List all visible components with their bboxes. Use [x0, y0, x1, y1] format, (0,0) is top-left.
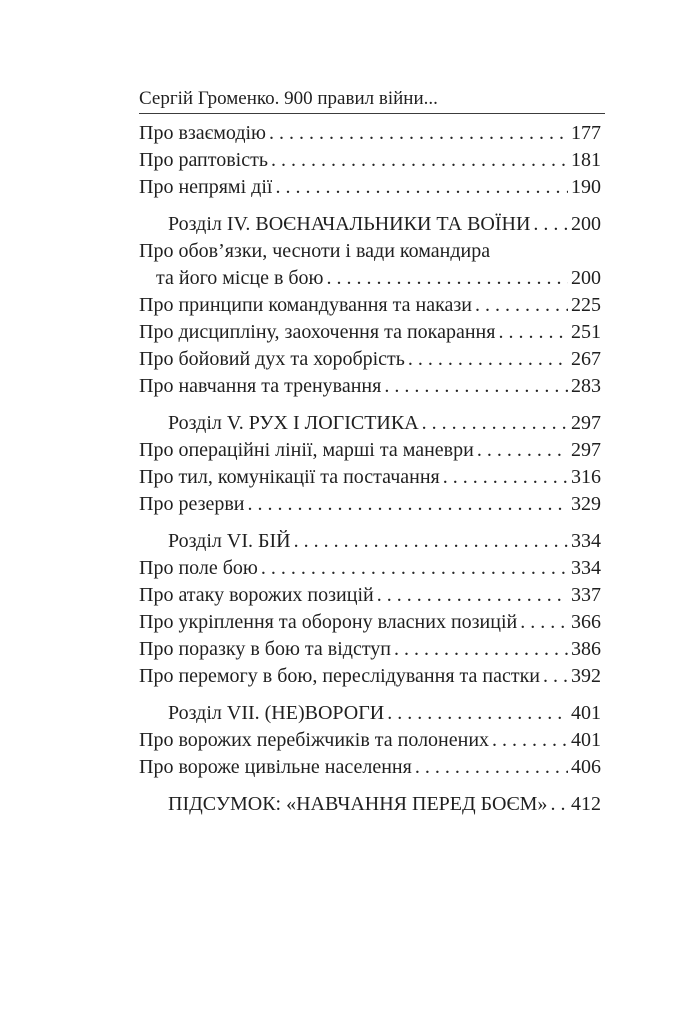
- toc-entry-label: Про тил, комунікації та постачання: [139, 466, 440, 488]
- toc-entry-label: Про раптовість: [139, 149, 268, 171]
- dot-leader: [533, 211, 568, 238]
- toc-entry: [139, 609, 601, 636]
- dot-leader: [377, 582, 568, 609]
- page-number: 334: [571, 530, 601, 552]
- toc-summary-label: ПІДСУМОК: «НАВЧАННЯ ПЕРЕД БОЄМ»: [168, 793, 548, 815]
- toc-entry-label: Про взаємодію: [139, 122, 267, 144]
- toc-entry: [139, 491, 601, 518]
- page-number: 225: [571, 294, 601, 316]
- toc-entry-label: Про резерви: [139, 493, 245, 515]
- toc-chapter-label: Розділ V. РУХ І ЛОГІСТИКА: [168, 412, 419, 434]
- dot-leader: [271, 147, 568, 174]
- page-number: 337: [571, 584, 601, 606]
- dot-leader: [327, 265, 569, 292]
- dot-leader: [443, 464, 568, 491]
- page-number: 297: [571, 439, 601, 461]
- dot-leader: [543, 663, 568, 690]
- page-number: 267: [571, 348, 601, 370]
- page-number: 386: [571, 638, 601, 660]
- dot-leader: [275, 174, 568, 201]
- toc-entry: [139, 727, 601, 754]
- toc-entry: [139, 754, 601, 781]
- page-number: 334: [571, 557, 601, 579]
- page-number: 200: [571, 213, 601, 235]
- toc-entry-label: та його місце в бою: [156, 267, 324, 289]
- page-number: 406: [571, 756, 601, 778]
- page-number: 181: [571, 149, 601, 171]
- toc-chapter-label: Розділ VII. (НЕ)ВОРОГИ: [168, 702, 385, 724]
- toc-summary: [139, 791, 601, 818]
- dot-leader: [248, 491, 569, 518]
- toc-entry: [139, 319, 601, 346]
- dot-leader: [415, 754, 568, 781]
- toc-chapter-heading: [139, 211, 601, 238]
- dot-leader: [408, 346, 568, 373]
- page-number: 297: [571, 412, 601, 434]
- dot-leader: [550, 791, 568, 818]
- toc-entry-label: Про поле бою: [139, 557, 258, 579]
- toc-entry-label: Про операційні лінії, марші та маневри: [139, 439, 474, 461]
- dot-leader: [422, 410, 568, 437]
- toc-chapter-heading: [139, 410, 601, 437]
- toc-entry-label: Про обов’язки, чесноти і вади командира: [139, 240, 491, 262]
- toc-entry: [139, 346, 601, 373]
- toc-entry: [139, 292, 601, 319]
- dot-leader: [475, 292, 568, 319]
- toc-entry-continuation: [139, 265, 601, 292]
- page-number: 177: [571, 122, 601, 144]
- page-number: 200: [571, 267, 601, 289]
- page-number: 190: [571, 176, 601, 198]
- page-number: 401: [571, 702, 601, 724]
- toc-entry-label: Про навчання та тренування: [139, 375, 382, 397]
- page-number: 412: [571, 793, 601, 815]
- toc-entry-label: Про принципи командування та накази: [139, 294, 472, 316]
- toc-entry: [139, 120, 601, 147]
- toc-chapter-label: Розділ IV. ВОЄНАЧАЛЬНИКИ ТА ВОЇНИ: [168, 213, 531, 235]
- dot-leader: [387, 700, 568, 727]
- dot-leader: [261, 555, 568, 582]
- dot-leader: [269, 120, 568, 147]
- dot-leader: [492, 727, 568, 754]
- toc-entry-label: Про перемогу в бою, переслідування та пастки: [139, 665, 541, 687]
- table-of-contents: [139, 120, 601, 818]
- toc-entry-label: Про бойовий дух та хоробрість: [139, 348, 405, 370]
- toc-entry: [139, 555, 601, 582]
- page-number: 401: [571, 729, 601, 751]
- toc-entry-label: Про непрямі дії: [139, 176, 273, 198]
- dot-leader: [498, 319, 568, 346]
- toc-entry: [139, 636, 601, 663]
- dot-leader: [477, 437, 568, 464]
- toc-entry-label: Про вороже цивільне населення: [139, 756, 412, 778]
- page-number: 366: [571, 611, 601, 633]
- toc-chapter-heading: [139, 528, 601, 555]
- toc-entry: [139, 147, 601, 174]
- toc-entry: [139, 437, 601, 464]
- toc-entry-label: Про ворожих перебіжчиків та полонених: [139, 729, 490, 751]
- toc-entry: [139, 464, 601, 491]
- dot-leader: [384, 373, 568, 400]
- toc-entry: [139, 582, 601, 609]
- toc-entry: [139, 174, 601, 201]
- page-number: 329: [571, 493, 601, 515]
- toc-chapter-heading: [139, 700, 601, 727]
- toc-entry: [139, 238, 601, 265]
- toc-entry: [139, 663, 601, 690]
- toc-entry-label: Про дисципліну, заохочення та покарання: [139, 321, 496, 343]
- header-rule: [139, 113, 605, 114]
- toc-entry-label: Про поразку в бою та відступ: [139, 638, 392, 660]
- dot-leader: [294, 528, 568, 555]
- toc-entry: [139, 373, 601, 400]
- toc-entry-label: Про укріплення та оборону власних позицій: [139, 611, 518, 633]
- page-number: 392: [571, 665, 601, 687]
- toc-chapter-label: Розділ VI. БІЙ: [168, 530, 291, 552]
- page-number: 283: [571, 375, 601, 397]
- running-header: Сергій Громенко. 900 правил війни...: [139, 88, 438, 109]
- page-number: 316: [571, 466, 601, 488]
- dot-leader: [520, 609, 568, 636]
- toc-entry-label: Про атаку ворожих позицій: [139, 584, 374, 606]
- page-number: 251: [571, 321, 601, 343]
- dot-leader: [394, 636, 568, 663]
